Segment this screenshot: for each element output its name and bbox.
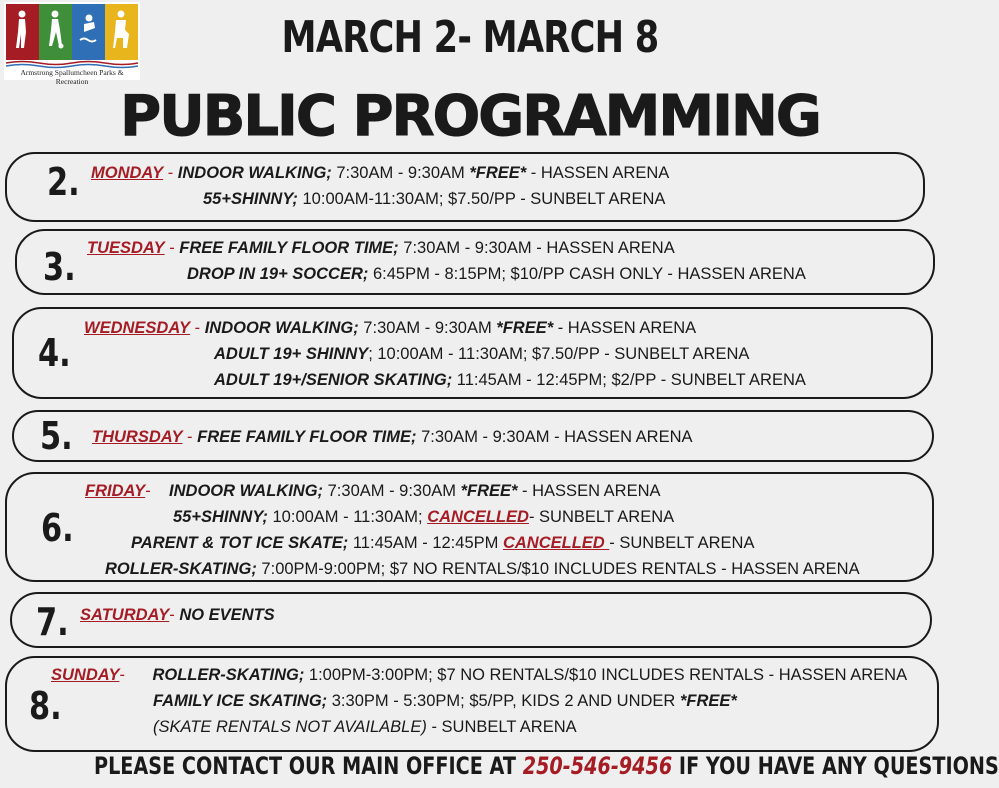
schedule-line: ADULT 19+/SENIOR SKATING; 11:45AM - 12:45PM; $2/PP - SUNBELT ARENA [214, 371, 806, 389]
cancelled-label: CANCELLED [502, 534, 610, 552]
schedule-line: 55+SHINNY; 10:00AM - 11:30AM; CANCELLED- SUNBELT ARENA [173, 508, 675, 526]
day-name: FRIDAY [85, 482, 146, 500]
logo-caption: Armstrong Spallumcheen Parks & Recreation [20, 68, 124, 86]
schedule-line: ROLLER-SKATING; 7:00PM-9:00PM; $7 NO RENTALS/$10 INCLUDES RENTALS - HASSEN ARENA [105, 560, 860, 578]
schedule-line: MONDAY - INDOOR WALKING; 7:30AM - 9:30AM *FREE* - HASSEN ARENA [91, 164, 670, 182]
day-name: MONDAY [91, 164, 164, 182]
contact-footer: PLEASE CONTACT OUR MAIN OFFICE AT 250-546-9456 IF YOU HAVE ANY QUESTIONS [94, 752, 999, 780]
day-card-monday [5, 152, 925, 222]
day-number: 8. [29, 684, 62, 728]
day-number: 2. [47, 160, 80, 204]
day-name: TUESDAY [87, 239, 165, 257]
day-card-tuesday [15, 229, 935, 295]
day-card-saturday [10, 592, 932, 648]
date-range-title: MARCH 2- MARCH 8 [281, 12, 659, 63]
day-number: 3. [43, 245, 76, 289]
day-name: THURSDAY [92, 428, 183, 446]
day-number: 5. [40, 414, 73, 458]
schedule-line: WEDNESDAY - INDOOR WALKING; 7:30AM - 9:30AM *FREE* - HASSEN ARENA [84, 319, 697, 337]
schedule-line: FAMILY ICE SKATING; 3:30PM - 5:30PM; $5/PP, KIDS 2 AND UNDER *FREE* [153, 692, 737, 710]
day-number: 4. [38, 331, 71, 375]
soccer-player-icon [39, 4, 72, 60]
day-name: SATURDAY [80, 606, 170, 624]
day-card-sunday [5, 656, 939, 752]
phone-number[interactable]: 250-546-9456 [522, 752, 673, 780]
schedule-line: TUESDAY - FREE FAMILY FLOOR TIME; 7:30AM - 9:30AM - HASSEN ARENA [87, 239, 675, 257]
page-title: PUBLIC PROGRAMMING [120, 84, 820, 149]
schedule-line: (SKATE RENTALS NOT AVAILABLE) - SUNBELT ARENA [153, 718, 577, 736]
schedule-line: SUNDAY- ROLLER-SKATING; 1:00PM-3:00PM; $7 NO RENTALS/$10 INCLUDES RENTALS - HASSEN ARENA [51, 666, 908, 684]
day-number: 7. [36, 600, 69, 644]
schedule-line: DROP IN 19+ SOCCER; 6:45PM - 8:15PM; $10/PP CASH ONLY - HASSEN ARENA [187, 265, 806, 283]
schedule-line: PARENT & TOT ICE SKATE; 11:45AM - 12:45PM CANCELLED - SUNBELT ARENA [131, 534, 755, 552]
day-card-thursday [12, 410, 934, 462]
day-number: 6. [41, 506, 74, 550]
day-card-wednesday [12, 307, 933, 399]
schedule-line: FRIDAY- INDOOR WALKING; 7:30AM - 9:30AM *FREE* - HASSEN ARENA [85, 482, 661, 500]
schedule-line: 55+SHINNY; 10:00AM-11:30AM; $7.50/PP - SUNBELT ARENA [203, 190, 666, 208]
hockey-player-icon [6, 4, 39, 60]
day-card-friday [5, 472, 934, 582]
schedule-line: THURSDAY - FREE FAMILY FLOOR TIME; 7:30AM - 9:30AM - HASSEN ARENA [92, 428, 693, 446]
day-name: SUNDAY [51, 666, 120, 684]
cancelled-label: CANCELLED [427, 508, 529, 526]
day-name: WEDNESDAY [84, 319, 191, 337]
schedule-line: ADULT 19+ SHINNY; 10:00AM - 11:30AM; $7.50/PP - SUNBELT ARENA [214, 345, 750, 363]
schedule-line: SATURDAY- NO EVENTS [80, 606, 275, 624]
